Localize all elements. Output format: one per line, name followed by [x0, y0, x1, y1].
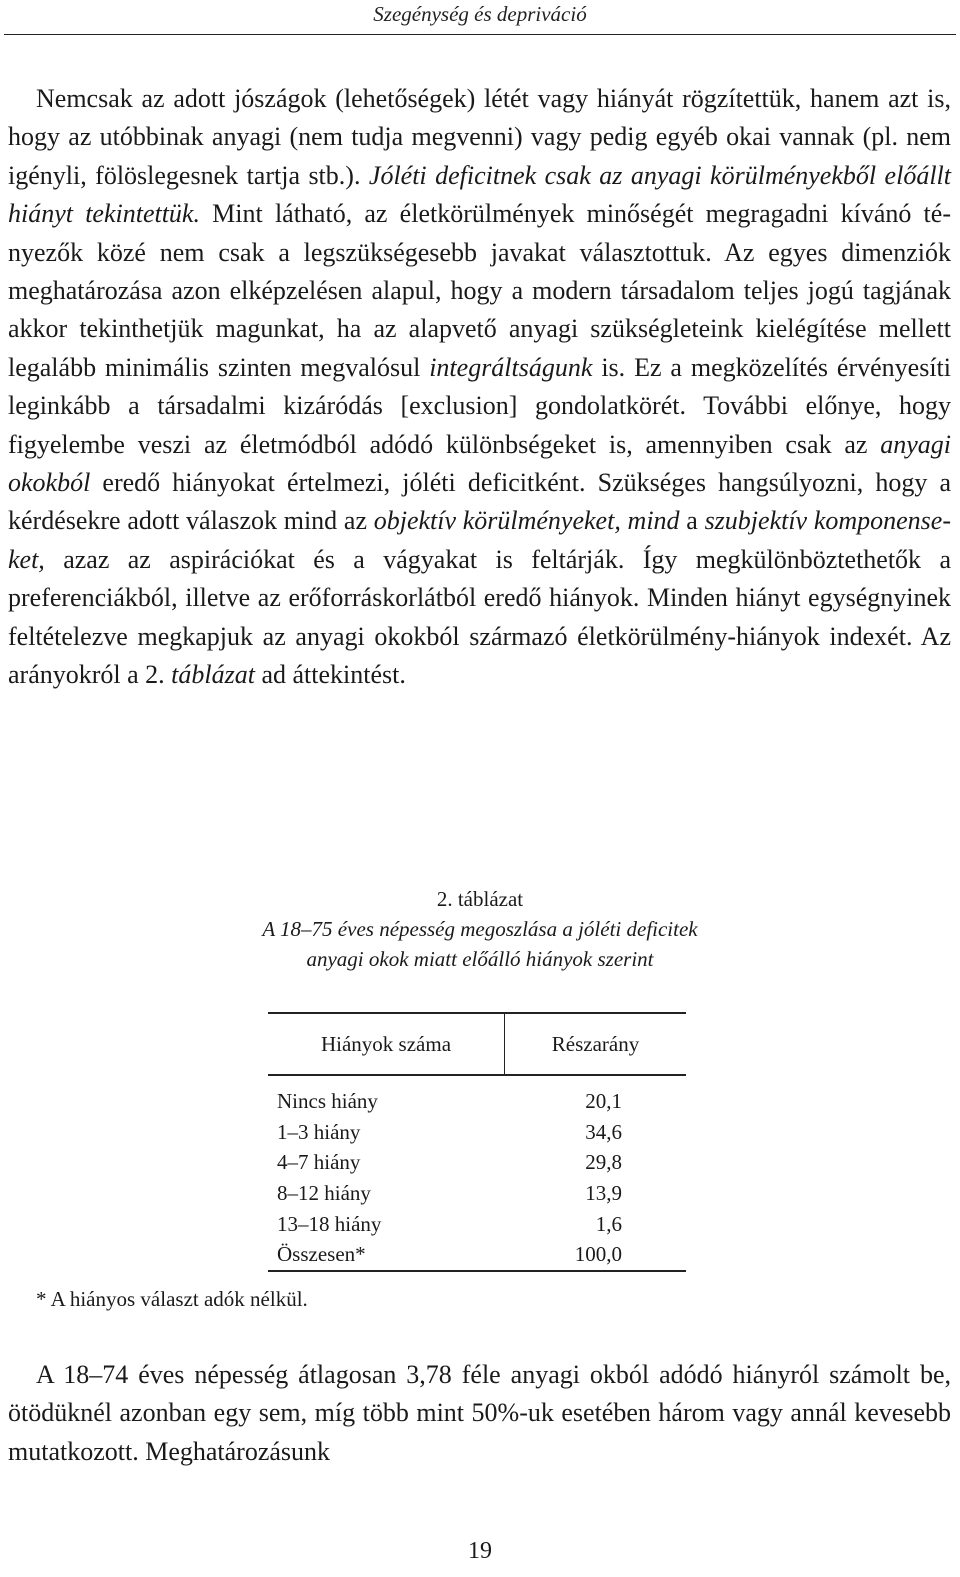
- row-value: 29,8: [585, 1150, 622, 1175]
- column-header-count: Hiányok száma: [268, 1013, 505, 1075]
- row-label: 13–18 hiány: [277, 1211, 382, 1236]
- text-run: Nemcsak az adott jószágok (lehetőségek) létét vagy hiányát rögzítettük, hanem azt is, hogy az utóbbinak anyagi (nem tudja megvenni) vagy pedig egyéb okai vannak (pl. nem igényli, fölöslegesnek tartja stb.).: [8, 84, 951, 190]
- table-row-total: [268, 1239, 686, 1271]
- emphasis-run: anyagi okokból: [8, 429, 951, 498]
- row-value: 100,0: [505, 1239, 687, 1271]
- row-value: 20,1: [585, 1089, 622, 1114]
- row-value: 34,6: [585, 1119, 622, 1144]
- text-run: ad áttekintést.: [254, 660, 406, 690]
- table-number: 2. táblázat: [436, 887, 524, 911]
- row-label: 4–7 hiány: [277, 1150, 361, 1175]
- row-label: Nincs hiány: [277, 1089, 378, 1114]
- table-row: [268, 1178, 686, 1209]
- table-title: [0, 914, 960, 974]
- row-label: 8–12 hiány: [277, 1181, 371, 1206]
- emphasis-run: szubjektív komponenseket,: [8, 506, 952, 574]
- row-value: 1,6: [595, 1211, 622, 1236]
- text-run: Mint látható, az életkörülmények minőségét megragadni kívánó tényezők közé nem csak a legszükségesebb javakat választottuk. Az egyes dimenziók meghatározása azon elképzelésen alapul, hogy a modern társadalom teljes jogú tagjának akkor tekinthetjük magunkat, ha az alapvető anyagi szükségleteink kielégítése mellett legalább minimális szinten megvalósul: [8, 199, 951, 382]
- row-label: 1–3 hiány: [277, 1119, 361, 1144]
- table-footnote: * A hiányos választ adók nélkül.: [36, 1287, 308, 1311]
- table-row: [268, 1117, 686, 1148]
- body-paragraph-2: A 18–74 éves népesség átlagosan 3,78 féle anyagi okból adódó hiányról számolt be, ötödüknél azonban egy sem, míg több mint 50%-uk esetében három vagy annál kevesebb mutatkozott. Meghatározásunk: [8, 1360, 951, 1466]
- table-header-row: [268, 1013, 686, 1075]
- header-rule: [4, 34, 956, 35]
- emphasis-run: Jóléti deficitnek csak az anyagi körülményekből előállt hiányt tekintettük.: [8, 160, 951, 229]
- table-row: [268, 1208, 686, 1239]
- row-label: Összesen*: [268, 1239, 505, 1271]
- page-number: 19: [468, 1538, 492, 1564]
- table-row: [268, 1147, 686, 1178]
- body-paragraph-1: [8, 80, 951, 695]
- text-run: a: [679, 506, 705, 536]
- text-run: eredő hiányokat értelmezi, jóléti deficitként. Szükséges hangsúlyozni, hogy a kérdésekre adott válaszok mind az: [8, 468, 951, 536]
- text-run: is. Ez a megközelítés érvényesíti leginkább a társadalmi kizáródás [exclusion] gondolatkörét. További előnye, hogy figyelembe veszi az életmódból adódó különbségeket is, amennyiben csak az: [8, 352, 951, 459]
- data-table: [268, 1012, 686, 1272]
- table-title-line-2: anyagi okok miatt előálló hiányok szerint: [306, 947, 654, 971]
- table-title-line-1: A 18–75 éves népesség megoszlása a jóléti deficitek: [262, 917, 698, 941]
- table-row: [268, 1075, 686, 1117]
- text-run: 2.: [145, 660, 172, 690]
- running-head: Szegénység és depriváció: [373, 2, 587, 26]
- emphasis-run: objektív körülményeket, mind: [373, 506, 680, 536]
- emphasis-run: integráltságunk: [429, 352, 593, 382]
- emphasis-run: táblázat: [171, 660, 255, 690]
- row-value: 13,9: [585, 1181, 622, 1206]
- column-header-share: Részarány: [505, 1013, 687, 1075]
- text-run: azaz az aspirációkat és a vágyakat is feltárják. Így megkülönböztethetők a preferenciákból, illetve az erőforráskorlátból eredő hiányok. Minden hiányt egységnyinek feltételezve megkapjuk az anyagi okokból származó életkörülmény-hiányok indexét. Az arányokról a: [8, 544, 951, 690]
